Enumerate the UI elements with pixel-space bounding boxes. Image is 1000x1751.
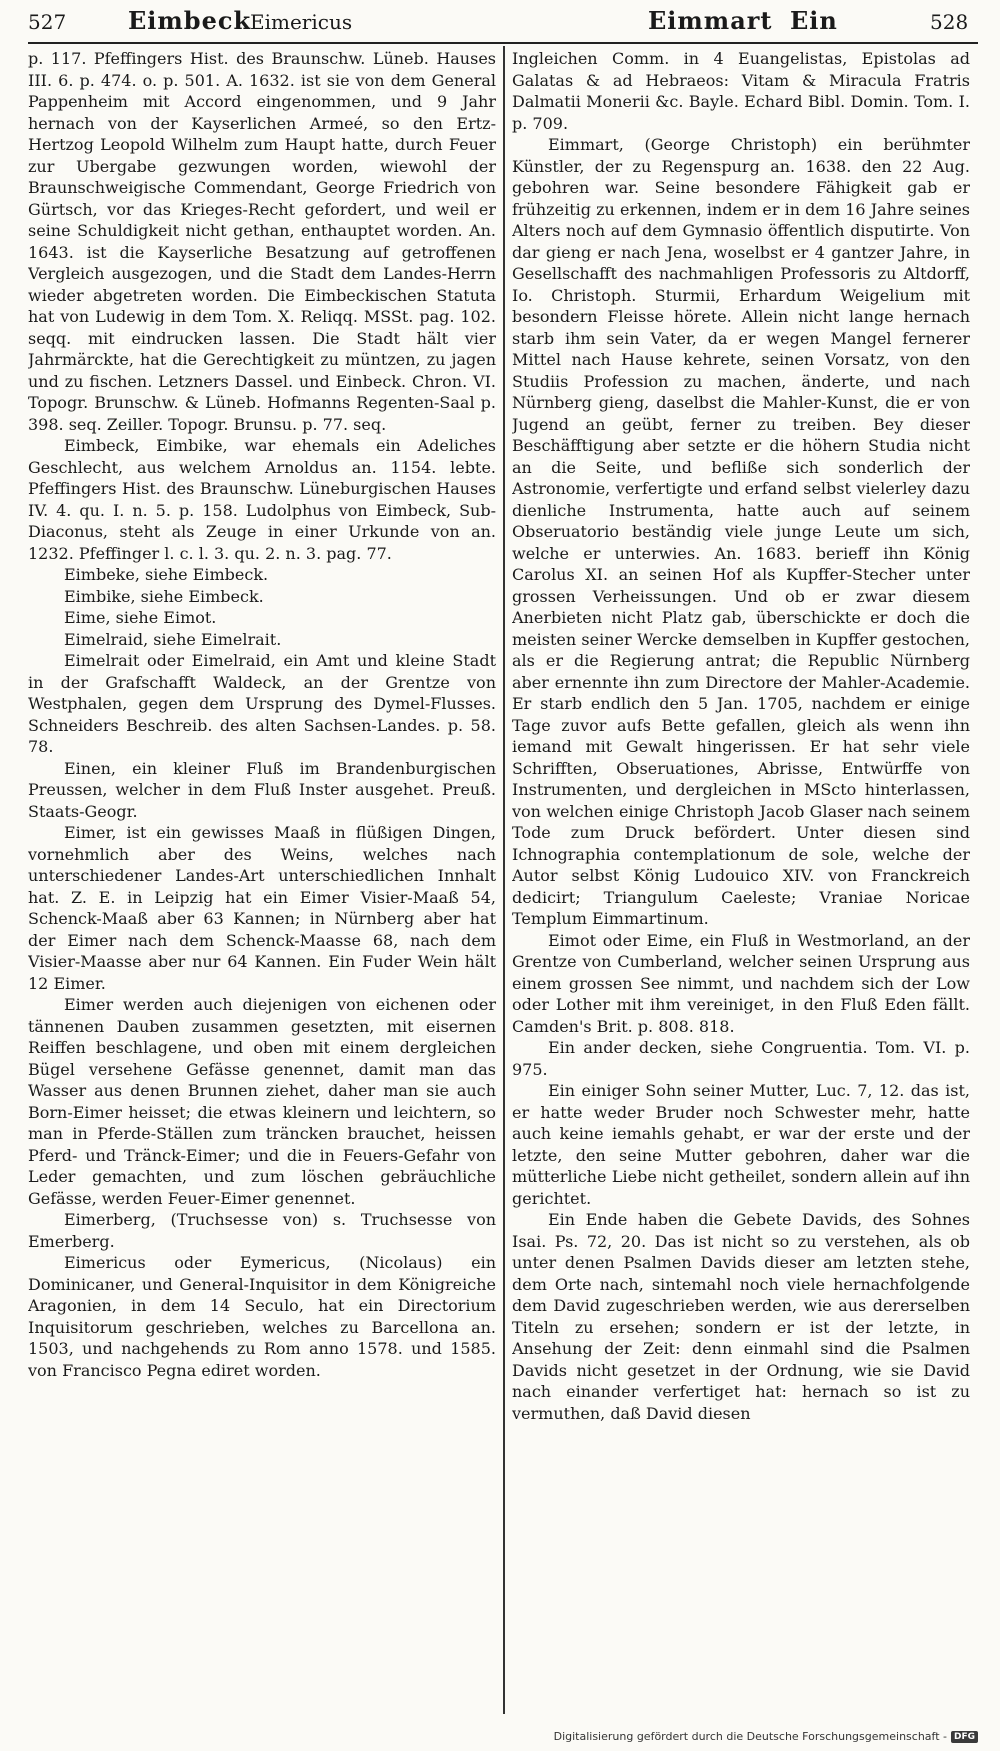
entry-eimbike: Eimbike, siehe Eimbeck.	[64, 586, 264, 606]
header-rule	[28, 42, 978, 44]
dfg-logo: DFG	[951, 1731, 978, 1743]
entry-ein-einiger-sohn: Ein einiger Sohn seiner Mutter, Luc. 7, 12. das ist, er hatte weder Bruder noch Schwester mehr, hatte auch keine iemahls gehabt, er war der erste und der letzte, den seine Mutter gebohren, daher war die mütterliche Liebe nicht getheilet, sondern allein auf ihn gerichtet.	[512, 1081, 970, 1208]
left-page-number: 527	[28, 10, 67, 34]
entry-eimerberg: Eimerberg, (Truchsesse von) s. Truchsesse von Emerberg.	[28, 1210, 496, 1251]
entry-eimericus: Eimericus oder Eymericus, (Nicolaus) ein Dominicaner, und General-Inquisitor in dem Königreiche Aragonien, in dem 14 Seculo, hat ein Directorium Inquisitorum geschrieben, welches zu Barcellona an. 1503, und nachgehends zu Rom anno 1578. und 1585. von Francisco Pegna ediret worden.	[28, 1253, 496, 1380]
right-page-number: 528	[930, 10, 969, 34]
footer-text: Digitalisierung gefördert durch die Deutsche Forschungsgemeinschaft -	[553, 1730, 947, 1743]
entry-eimbeck-geschlecht: Eimbeck, Eimbike, war ehemals ein Adeliches Geschlecht, aus welchem Arnoldus an. 1154. lebte. Pfeffingers Hist. des Braunschw. Lüneburgischen Hauses IV. 4. qu. I. n. 5. p. 158. Ludolphus von Eimbeck, Sub-Diaconus, steht als Zeuge in einer Urkunde von an. 1232. Pfeffinger l. c. l. 3. qu. 2. n. 3. pag. 77.	[28, 436, 496, 563]
entry-ein-ende-gebete: Ein Ende haben die Gebete Davids, des Sohnes Isai. Ps. 72, 20. Das ist nicht so zu verstehen, als ob unter denen Psalmen Davids dieser am letzten stehe, dem Orte nach, sintemahl noch viele hernachfolgende dem David zugeschrieben werden, wie aus dererselben Titeln zu ersehen; sondern er ist der letzte, in Ansehung der Zeit: denn einmahl sind die Psalmen Davids nicht gesetzet in der Ordnung, wie sie David nach einander verfertiget hat: hernach so ist zu vermuthen, daß David diesen	[512, 1210, 970, 1423]
entry-eimelrait: Eimelrait oder Eimelraid, ein Amt und kleine Stadt in der Grafschafft Waldeck, an der Grentze von Westphalen, gegen dem Ursprung des Dymel-Flusses. Schneiders Beschreib. des alten Sachsen-Landes. p. 58. 78.	[28, 651, 496, 756]
column-divider	[503, 46, 505, 1714]
entry-ein-ander-decken: Ein ander decken, siehe Congruentia. Tom. VI. p. 975.	[512, 1038, 970, 1079]
right-column	[512, 48, 970, 1718]
entry-eime: Eime, siehe Eimot.	[64, 608, 217, 627]
entry-eimer-gefaesse: Eimer werden auch diejenigen von eichenen oder tännenen Dauben zusammen gesetzten, mit eisernen Reiffen beschlagene, und oben mit einem dergleichen Bügel versehene Gefässe genennet, damit man das Wasser aus denen Brunnen ziehet, daher man sie auch Born-Eimer heisset; die etwas kleinern und leichtern, so man in Pferde-Ställen zum träncken brauchet, heissen Pferd- und Tränck-Eimer; und die in Feuers-Gefahr von Leder gemachten, und zum löschen gebräuchliche Gefässe, werden Feuer-Eimer genennet.	[28, 995, 496, 1208]
right-keyword: Eimmart	[648, 6, 773, 35]
entry-eimericus-continuation: Ingleichen Comm. in 4 Euangelistas, Epistolas ad Galatas & ad Hebraeos: Vitam & Miracula Fratris Dalmatii Monerii &c. Bayle. Echard Bibl. Domin. Tom. I. p. 709.	[512, 49, 970, 133]
entry-eimmart: Eimmart, (George Christoph) ein berühmter Künstler, der zu Regenspurg an. 1638. den 22 Aug. gebohren war. Seine besondere Fähigkeit gab er frühzeitig zu erkennen, indem er in dem 16 Jahre seines Alters noch auf dem Gymnasio öffentlich disputirte. Von dar gieng er nach Jena, woselbst er 4 gantzer Jahre, in Gesellschafft des nachmahligen Professoris zu Altdorff, Io. Christoph. Sturmii, Erhardum Weigelium mit besondern Fleisse hörete. Allein nicht lange hernach starb ihm sein Vater, da er wegen Mangel fernerer Mittel nach Hause kehrete, seinen Vorsatz, von den Studiis Profession zu machen, änderte, und nach Nürnberg gieng, daselbst die Mahler-Kunst, die er von Jugend an geübt, ferner zu treiben. Bey dieser Beschäfftigung aber setzte er die höhern Studia nicht an die Seite, und befliße sich sonderlich der Astronomie, verfertigte und erfand selbst vielerley dazu dienliche Instrumenta, hatte auch auf seinem Obseruatorio beständig viele junge Leute um sich, welche er unterwies. An. 1683. berieff ihn König Carolus XI. an seinen Hof als Kupffer-Stecher unter grossen Verheissungen. Und ob er zwar diesem Anerbieten nicht Platz gab, überschickte er doch die meisten seiner Wercke demselben in Kupffer gestochen, als er die Regierung antrat; die Republic Nürnberg aber ernennte ihn zum Directore der Mahler-Academie. Er starb endlich den 5 Jan. 1705, nachdem er einige Tage zuvor aufs Bette gefallen, gleich als wenn ihn iemand mit Gewalt hingerissen. Er hat sehr viele Schrifften, Obseruationes, Abrisse, Entwürffe von Instrumenten, und dergleichen in MScto hinterlassen, von welchen einige Christoph Jacob Glaser nach seinem Tode zum Druck befördert. Unter diesen sind Ichnographia contemplationum de sole, welche der Autor selbst König Ludouico XIV. von Franckreich dedicirt; Triangulum Caeleste; Vraniae Noricae Templum Eimmartinum.	[512, 135, 970, 928]
entry-eimot: Eimot oder Eime, ein Fluß in Westmorland, an der Grentze von Cumberland, welcher seinen Ursprung aus einem grossen See nimmt, und nachdem sich der Low oder Lother mit ihm vereiniget, in den Fluß Eden fällt. Camden's Brit. p. 808. 818.	[512, 930, 970, 1036]
left-keyword-latin: Eimericus	[250, 10, 353, 34]
right-keyword-2: Ein	[790, 6, 838, 35]
entry-eimbeke: Eimbeke, siehe Eimbeck.	[64, 565, 269, 584]
entry-einen: Einen, ein kleiner Fluß im Brandenburgischen Preussen, welcher in dem Fluß Inster ausgehet. Preuß. Staats-Geogr.	[28, 758, 496, 821]
entry-eimer-maass: Eimer, ist ein gewisses Maaß in flüßigen Dingen, vornehmlich aber des Weins, welches nach unterschiedener Landes-Art unterschiedlichen Innhalt hat. Z. E. in Leipzig hat ein Eimer Visier-Maaß 54, Schenck-Maaß aber 63 Kannen; in Nürnberg aber hat der Eimer nach dem Schenck-Maasse 68, nach dem Visier-Maasse aber nur 64 Kannen. Ein Fuder Wein hält 12 Eimer.	[28, 823, 496, 993]
left-column	[28, 48, 496, 1718]
digitization-footer	[554, 1730, 978, 1743]
entry-eimbeck-continuation: p. 117. Pfeffingers Hist. des Braunschw. Lüneb. Hauses III. 6. p. 474. o. p. 501. A. 1632. ist sie von dem General Pappenheim mit Accord eingenommen, und 9 Jahr hernach von der Kayserlichen Armeé, so den Ertz-Hertzog Leopold Wilhelm zum Haupt hatte, durch Feuer zur Ubergabe gezwungen worden, wiewohl der Braunschweigische Commendant, George Friedrich von Gürtsch, vor das Krieges-Recht gefordert, und weil er seine Schuldigkeit nicht gethan, enthauptet worden. An. 1643. ist die Kayserliche Besatzung auf getroffenen Vergleich ausgezogen, und die Stadt dem Landes-Herrn wieder abgetreten worden. Die Eimbeckischen Statuta hat von Ludewig in dem Tom. X. Reliqq. MSSt. pag. 102. seqq. mit eindrucken lassen. Die Stadt hält vier Jahrmärckte, hat die Gerechtigkeit zu müntzen, zu jagen und zu fischen. Letzners Dassel. und Einbeck. Chron. VI. Topogr. Brunschw. & Lüneb. Hofmanns Regenten-Saal p. 398. seq. Zeiller. Topogr. Brunsu. p. 77. seq.	[28, 49, 496, 434]
entry-eimelraid: Eimelraid, siehe Eimelrait.	[64, 629, 282, 649]
page-header	[0, 0, 1000, 46]
left-keyword: Eimbeck	[128, 6, 252, 35]
